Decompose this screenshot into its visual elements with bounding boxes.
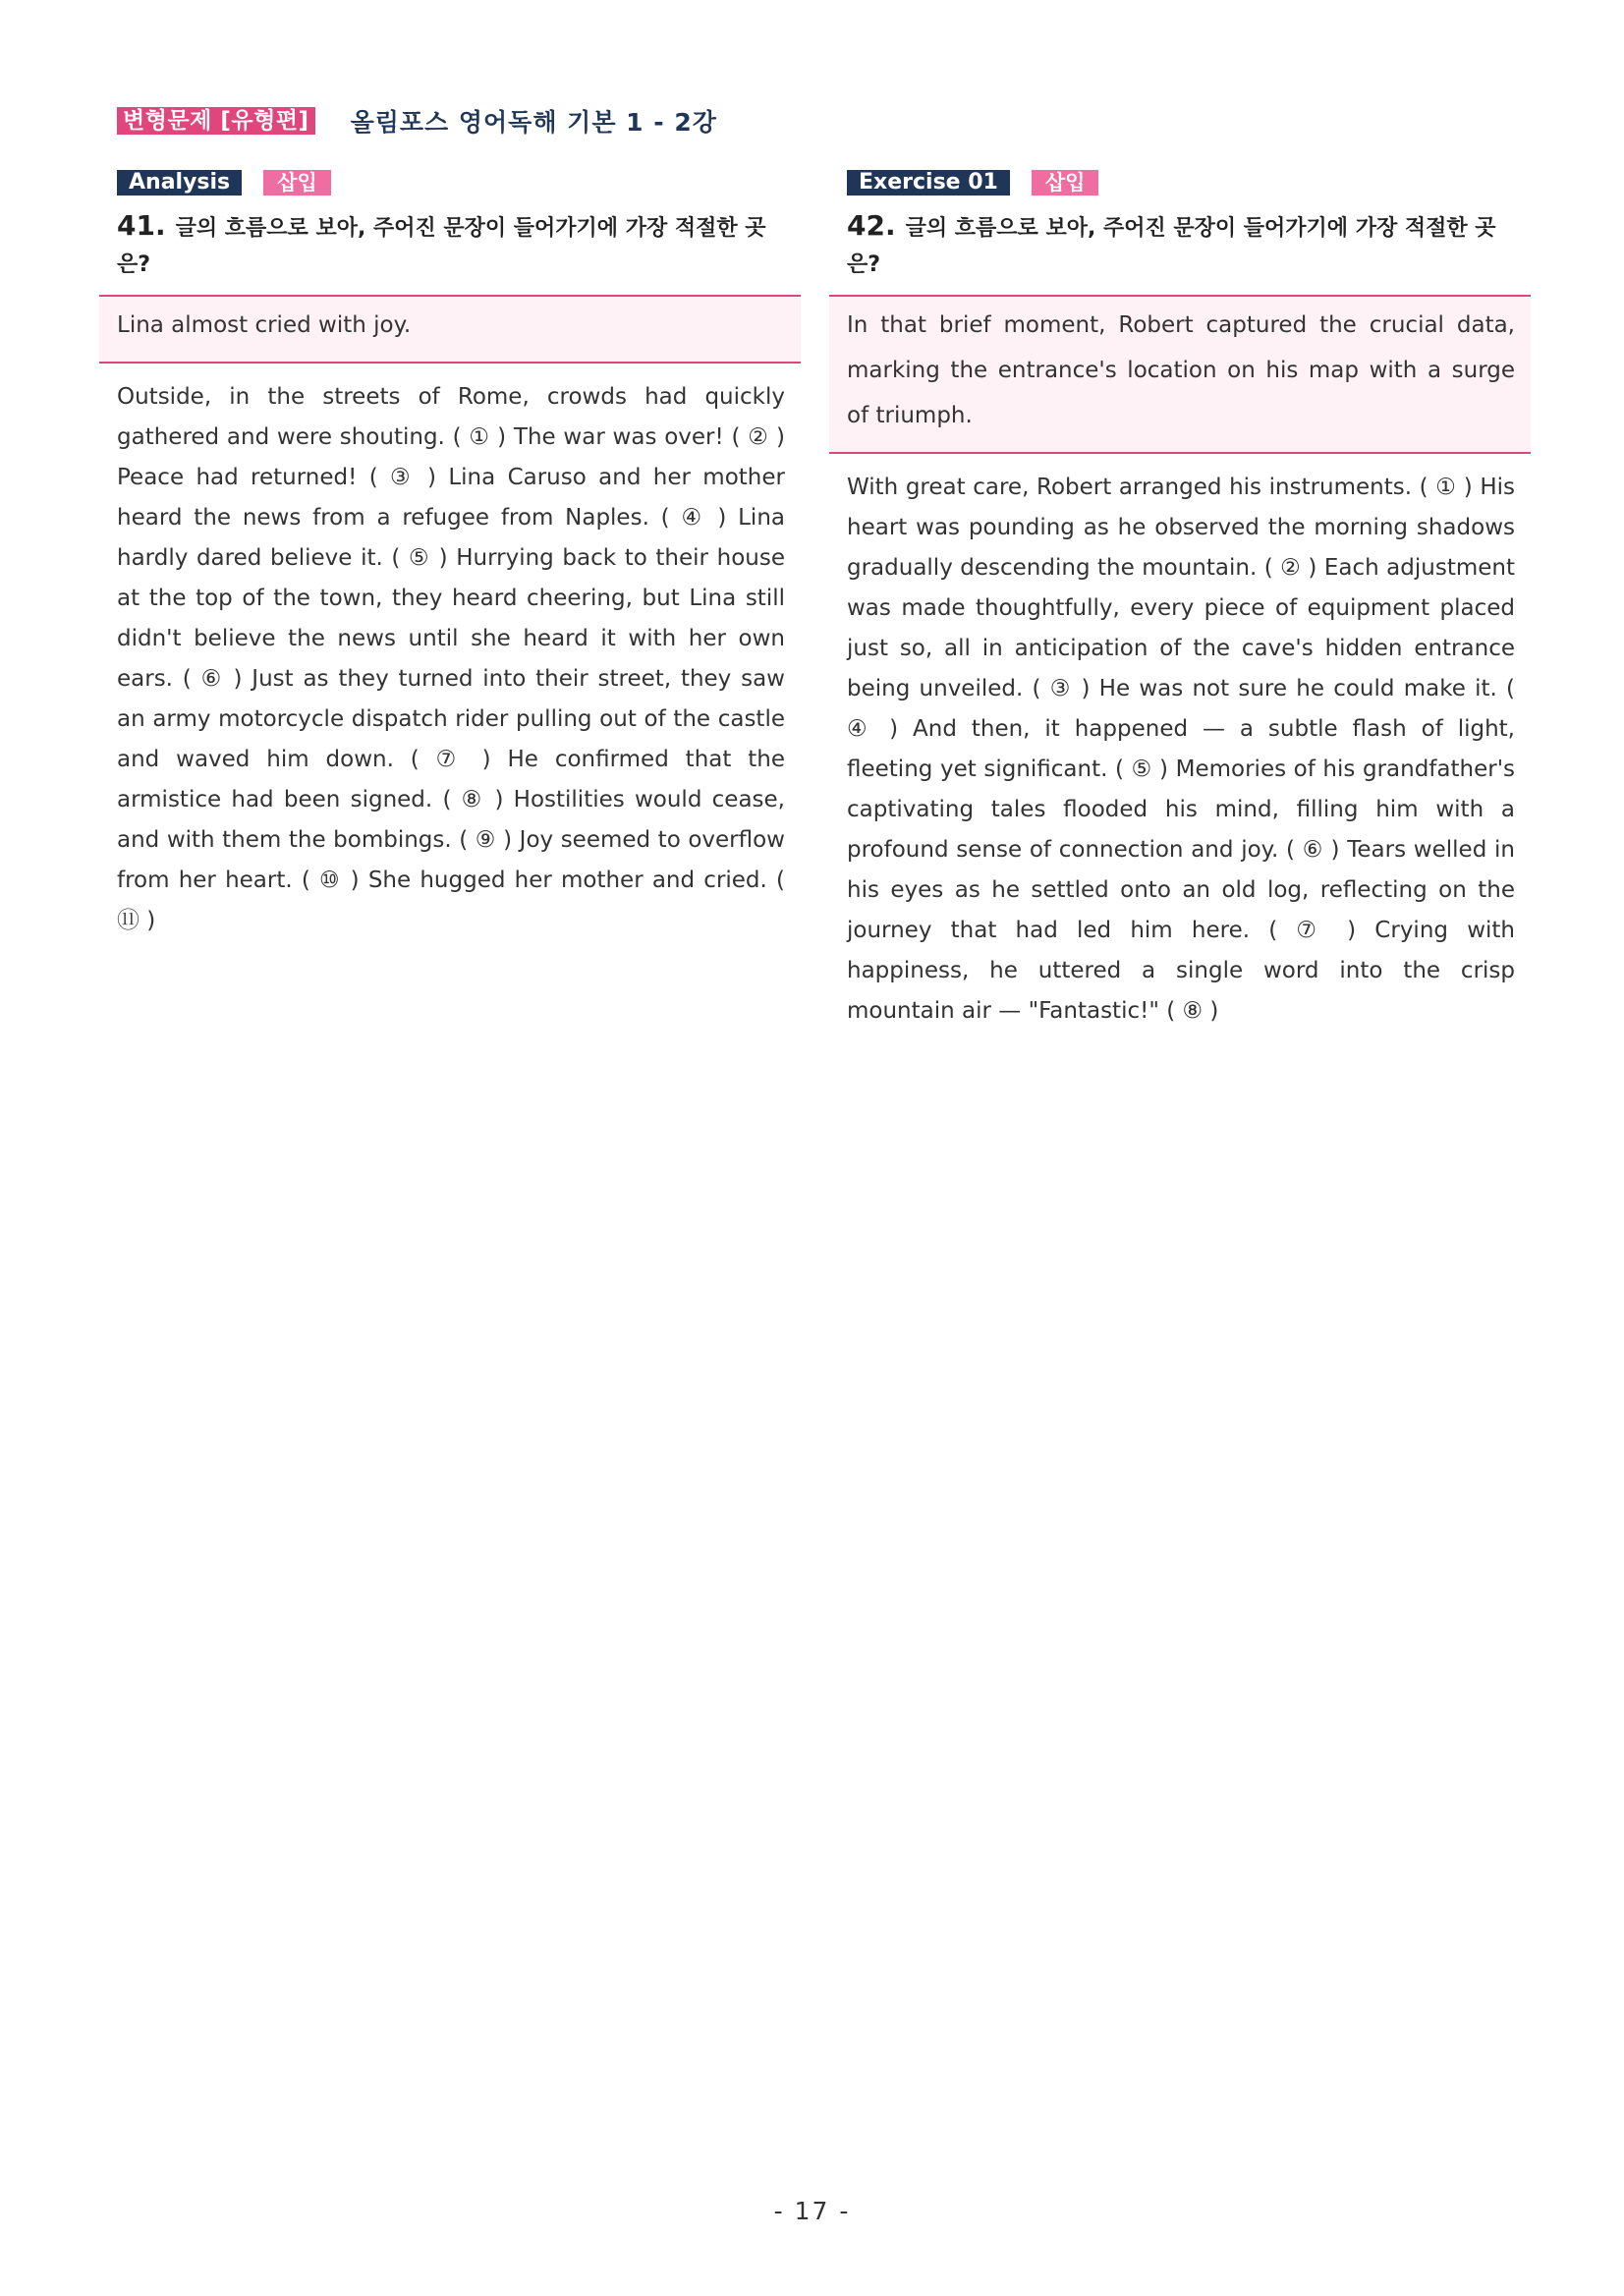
page-number: - 17 -	[773, 2197, 851, 2225]
section-badge: 변형문제 [유형편]	[117, 107, 315, 135]
given-sentence: Lina almost cried with joy.	[117, 312, 412, 338]
passage-text: With great care, Robert arranged his instruments. ( ① ) His heart was pounding as he observed the morning shadows gradually descending the mountain. ( ② ) Each adjustment was made thoughtfully, every piece of equipment placed just so, all in anticipation of the cave's hidden entrance being unveiled. ( ③ ) He was not sure he could make it. ( ④ ) And then, it happened — a subtle flash of light, fleeting yet significant. ( ⑤ ) Memories of his grandfather's captivating tales flooded his mind, filling him with a profound sense of connection and joy. ( ⑥ ) Tears welled in his eyes as he settled onto an old log, reflecting on the journey that had led him here. ( ⑦ ) Crying with happiness, he uttered a single word into the crisp mountain air — "Fantastic!" ( ⑧ )	[847, 475, 1515, 1024]
passage-text: Outside, in the streets of Rome, crowds had quickly gathered and were shouting. ( ① ) The war was over! ( ② ) Peace had returned! ( ③ ) Lina Caruso and her mother heard the news from a refugee from Naples. ( ④ ) Lina hardly dared believe it. ( ⑤ ) Hurrying back to their house at the top of the town, they heard cheering, but Lina still didn't believe the news until she heard it with her own ears. ( ⑥ ) Just as they turned into their street, they saw an army motorcycle dispatch rider pulling out of the castle and waved him down. ( ⑦ ) He confirmed that the armistice had been signed. ( ⑧ ) Hostilities would cease, and with them the bombings. ( ⑨ ) Joy seemed to overflow from her heart. ( ⑩ ) She hugged her mother and cried. ( ⑪ )	[117, 384, 785, 933]
type-tag: Analysis	[117, 170, 242, 196]
question-heading	[117, 207, 795, 283]
given-sentence-box	[829, 295, 1531, 454]
question-number: 41.	[117, 209, 166, 242]
question-heading	[847, 207, 1525, 283]
given-sentence-box	[99, 295, 801, 364]
given-sentence: In that brief moment, Robert captured the crucial data, marking the entrance's location on his map with a surge of triumph.	[847, 312, 1515, 428]
question-tags	[847, 170, 1531, 196]
question-text: 글의 흐름으로 보아, 주어진 문장이 들어가기에 가장 적절한 곳은?	[117, 216, 766, 277]
type-tag: Exercise 01	[847, 170, 1010, 196]
page-header	[117, 104, 717, 138]
question-number: 42.	[847, 209, 896, 242]
category-tag: 삽입	[263, 170, 331, 196]
category-tag: 삽입	[1032, 170, 1099, 196]
right-column	[829, 170, 1531, 1032]
left-column	[99, 170, 801, 941]
question-tags	[117, 170, 801, 196]
question-text: 글의 흐름으로 보아, 주어진 문장이 들어가기에 가장 적절한 곳은?	[847, 216, 1496, 277]
book-title: 올림포스 영어독해 기본 1 - 2강	[350, 108, 717, 137]
